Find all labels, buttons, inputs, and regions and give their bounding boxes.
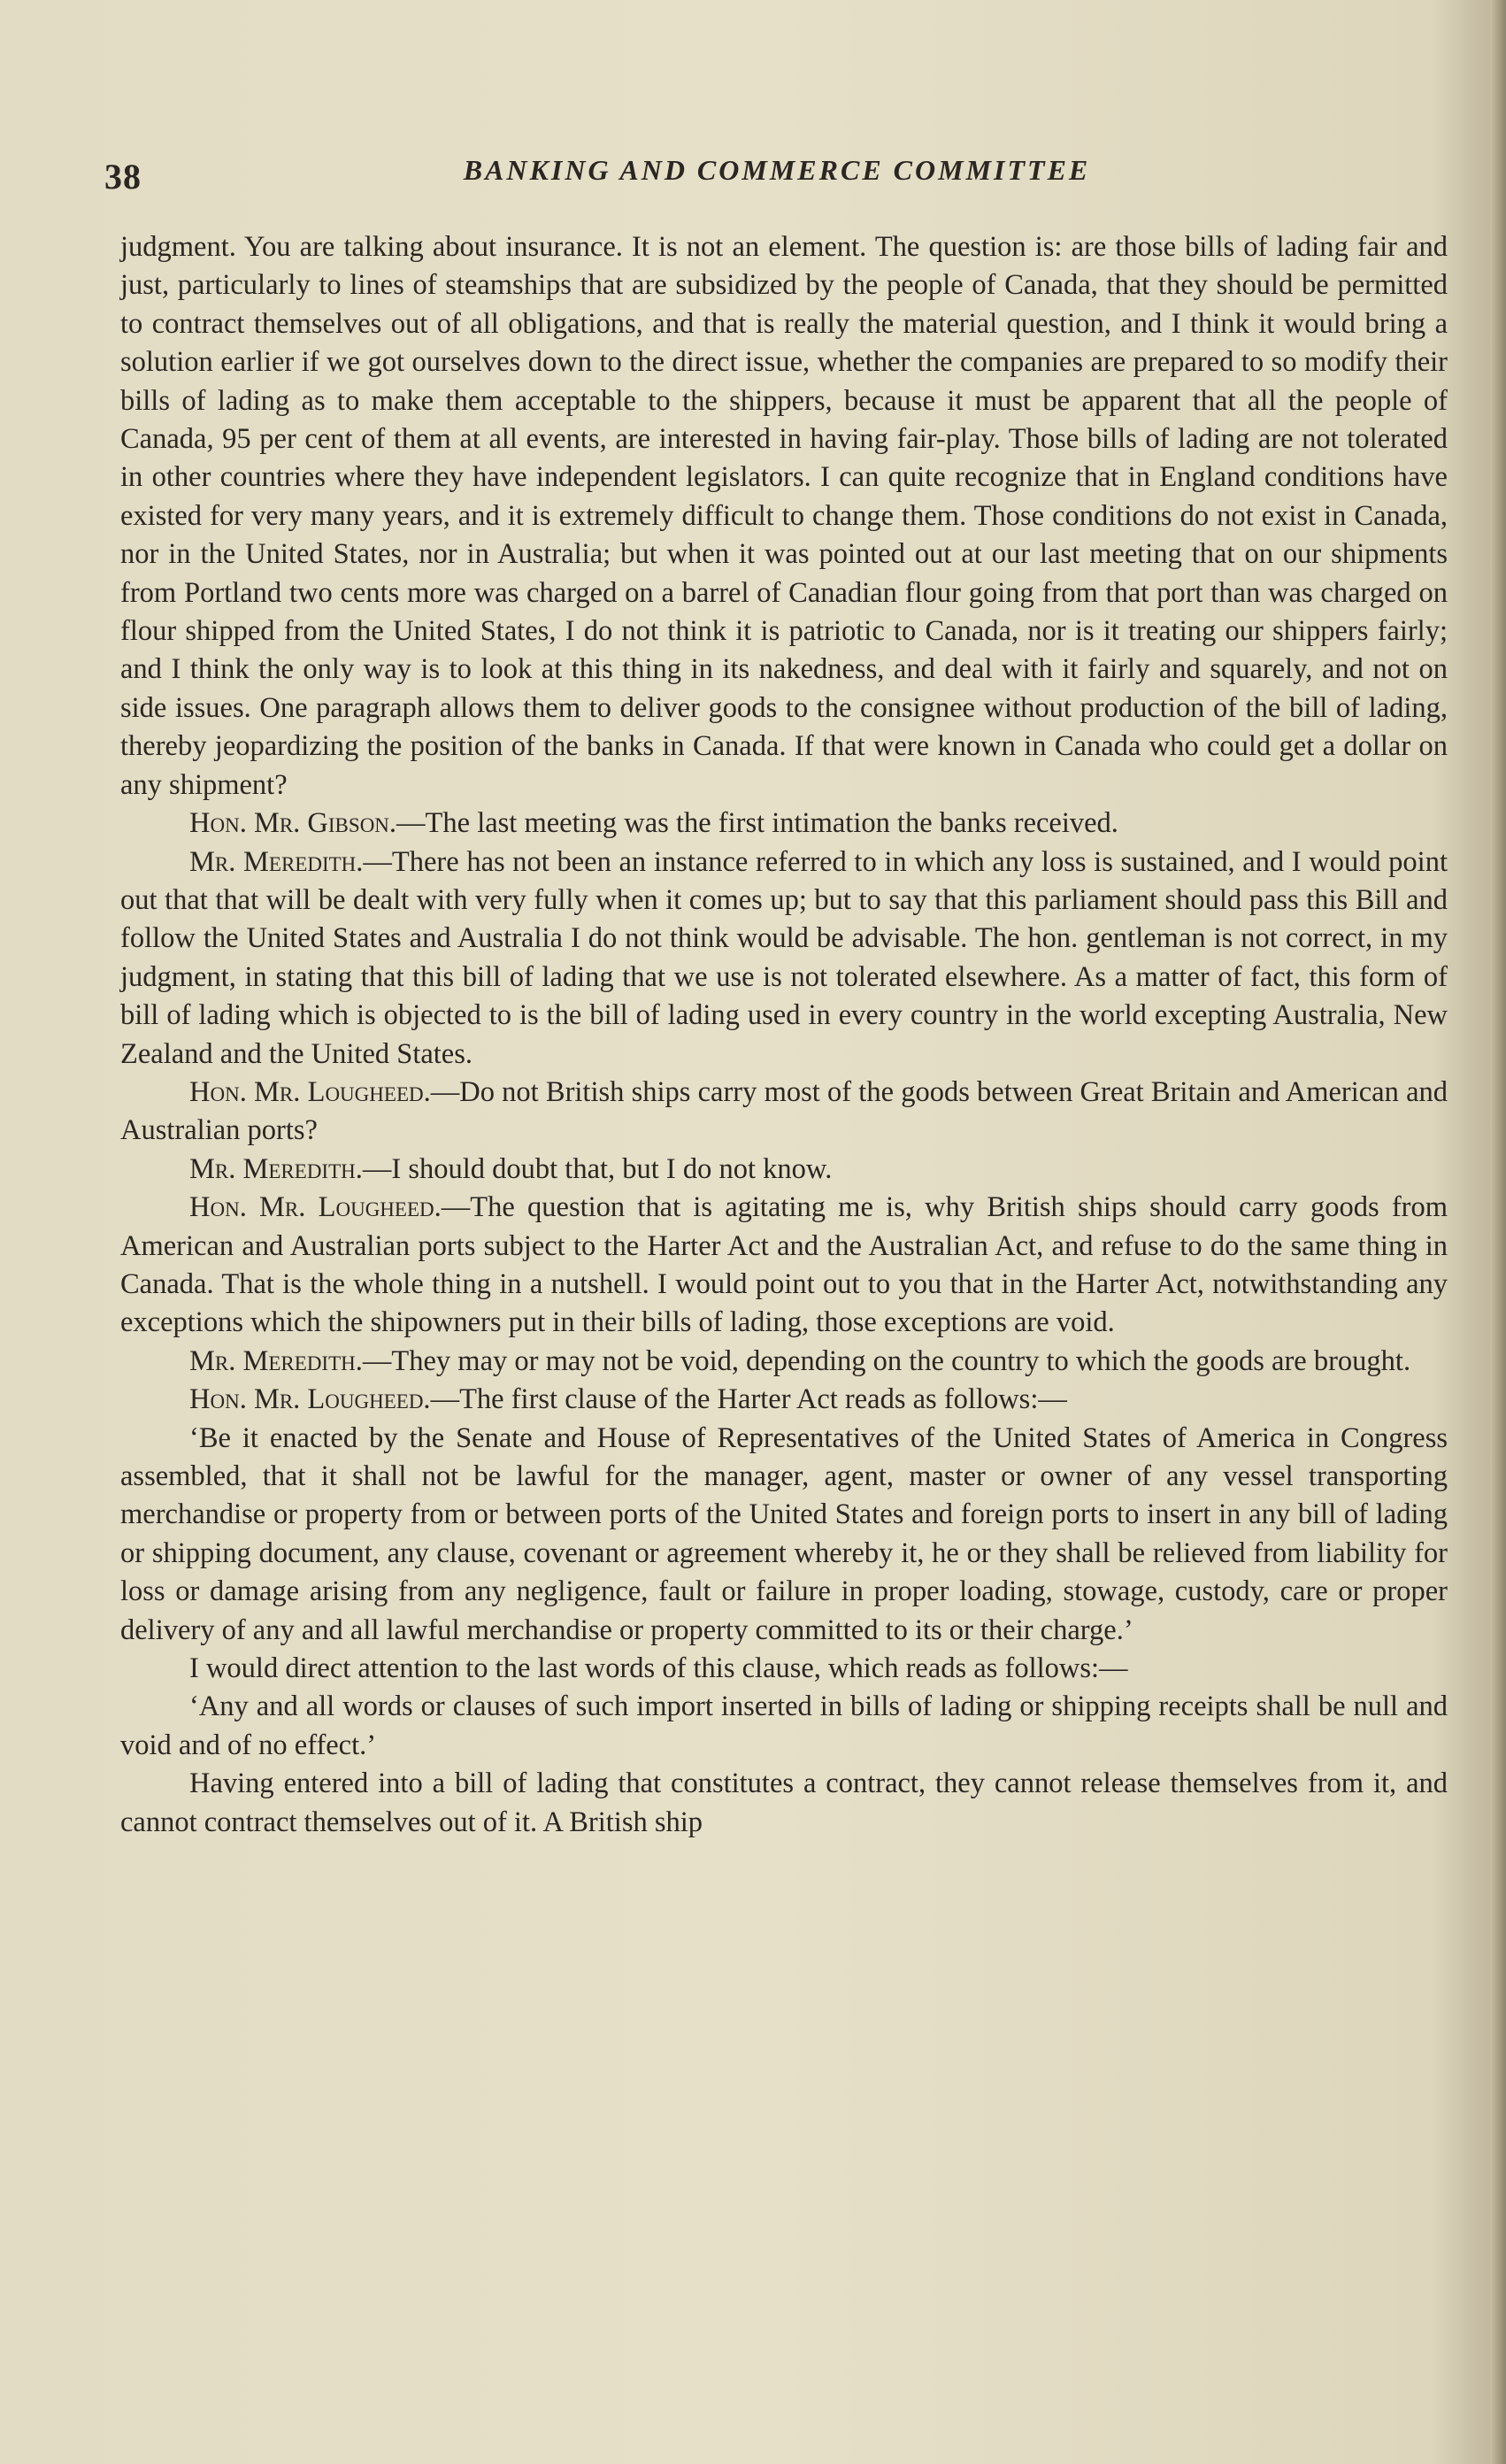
paragraph-text: Having entered into a bill of lading that constitutes a contract, they cannot release themselves from it, and cannot contract themselves out of it. A British ship bbox=[120, 1767, 1448, 1838]
paragraph bbox=[120, 1650, 1448, 1688]
paragraph-text: I would direct attention to the last words of this clause, which reads as follows:— bbox=[189, 1652, 1128, 1685]
speaker-name: Hon. Mr. Lougheed. bbox=[189, 1383, 431, 1416]
speaker-name: Mr. Meredith. bbox=[189, 845, 364, 878]
body-text bbox=[120, 228, 1448, 1842]
paragraph bbox=[120, 1151, 1448, 1189]
paragraph-text: —I should doubt that, but I do not know. bbox=[362, 1152, 833, 1185]
paragraph-text: —The last meeting was the first intimation the banks received. bbox=[396, 807, 1118, 840]
speaker-name: Hon. Mr. Gibson. bbox=[189, 807, 397, 840]
page-number: 38 bbox=[104, 157, 142, 196]
paragraph bbox=[120, 1189, 1448, 1343]
paragraph-text: —The first clause of the Harter Act reads as follows:— bbox=[430, 1383, 1067, 1416]
paragraph bbox=[120, 228, 1448, 805]
paragraph bbox=[120, 1381, 1448, 1419]
paragraph-text: —The question that is agitating me is, why British ships should carry goods from American and Australian ports subject to the Harter Act and the Australian Act, and refuse to do the same thing in Canada. That is the whole thing in a nutshell. I would point out to you that in the Harter Act, notwithstanding any exceptions which the shipowners put in their bills of lading, those exceptions are void. bbox=[120, 1191, 1448, 1339]
speaker-name: Mr. Meredith. bbox=[189, 1344, 363, 1377]
page-header bbox=[104, 149, 1449, 196]
paragraph bbox=[120, 805, 1448, 843]
paragraph-text: —They may or may not be void, depending on the country to which the goods are brought. bbox=[362, 1344, 1411, 1377]
book-spine-shadow bbox=[1490, 0, 1506, 2464]
speaker-name: Mr. Meredith. bbox=[189, 1152, 363, 1185]
paragraph bbox=[120, 843, 1448, 1074]
quoted-paragraph bbox=[120, 1420, 1448, 1650]
running-head: BANKING AND COMMERCE COMMITTEE bbox=[463, 154, 1091, 186]
paragraph bbox=[120, 1343, 1448, 1381]
quoted-paragraph bbox=[120, 1688, 1448, 1765]
paragraph-text: ‘Be it enacted by the Senate and House of Representatives of the United States of America in Congress assembled, that it shall not be lawful for the manager, agent, master or owner of any vessel transporting merchandise or property from or between ports of the United States and foreign ports to insert in any bill of lading or shipping document, any clause, covenant or agreement whereby it, he or they shall be relieved from liability for loss or damage arising from any negligence, fault or failure in proper loading, stowage, custody, care or proper delivery of any and all lawful merchandise or property committed to its or their charge.’ bbox=[120, 1421, 1448, 1646]
paragraph-text: —Do not British ships carry most of the goods between Great Britain and American and Australian ports? bbox=[120, 1075, 1448, 1147]
paragraph bbox=[120, 1765, 1448, 1842]
paragraph-text: ‘Any and all words or clauses of such import inserted in bills of lading or shipping receipts shall be null and void and of no effect.’ bbox=[120, 1690, 1448, 1761]
paragraph-text: —There has not been an instance referred to in which any loss is sustained, and I would point out that that will be dealt with very fully when it comes up; but to say that this parliament should pass this Bill and follow the United States and Australia I do not think would be advisable. The hon. gentleman is not correct, in my judgment, in stating that this bill of lading that we use is not tolerated elsewhere. As a matter of fact, this form of bill of lading which is objected to is the bill of lading used in every country in the world excepting Australia, New Zealand and the United States. bbox=[120, 845, 1448, 1070]
paragraph-text: judgment. You are talking about insurance. It is not an element. The question is: are those bills of lading fair and just, particularly to lines of steamships that are subsidized by the people of Canada, that they should be permitted to contract themselves out of all obligations, and that is really the material question, and I think it would bring a solution earlier if we got ourselves down to the direct issue, whether the companies are prepared to so modify their bills of lading as to make them acceptable to the shippers, because it must be apparent that all the people of Canada, 95 per cent of them at all events, are interested in having fair-play. Those bills of lading are not tolerated in other countries where they have independent legislators. I can quite recognize that in England conditions have existed for very many years, and it is extremely difficult to change them. Those conditions do not exist in Canada, nor in the United States, nor in Australia; but when it was pointed out at our last meeting that on our shipments from Portland two cents more was charged on a barrel of Canadian flour going from that port than was charged on flour shipped from the United States, I do not think it is patriotic to Canada, nor is it treating our shippers fairly; and I think the only way is to look at this thing in its nakedness, and deal with it fairly and squarely, and not on side issues. One paragraph allows them to deliver goods to the consignee without production of the bill of lading, thereby jeopardizing the position of the banks in Canada. If that were known in Canada who could get a dollar on any shipment? bbox=[120, 231, 1448, 801]
speaker-name: Hon. Mr. Lougheed. bbox=[189, 1075, 431, 1108]
paragraph bbox=[120, 1074, 1448, 1151]
speaker-name: Hon. Mr. Lougheed. bbox=[189, 1191, 442, 1224]
